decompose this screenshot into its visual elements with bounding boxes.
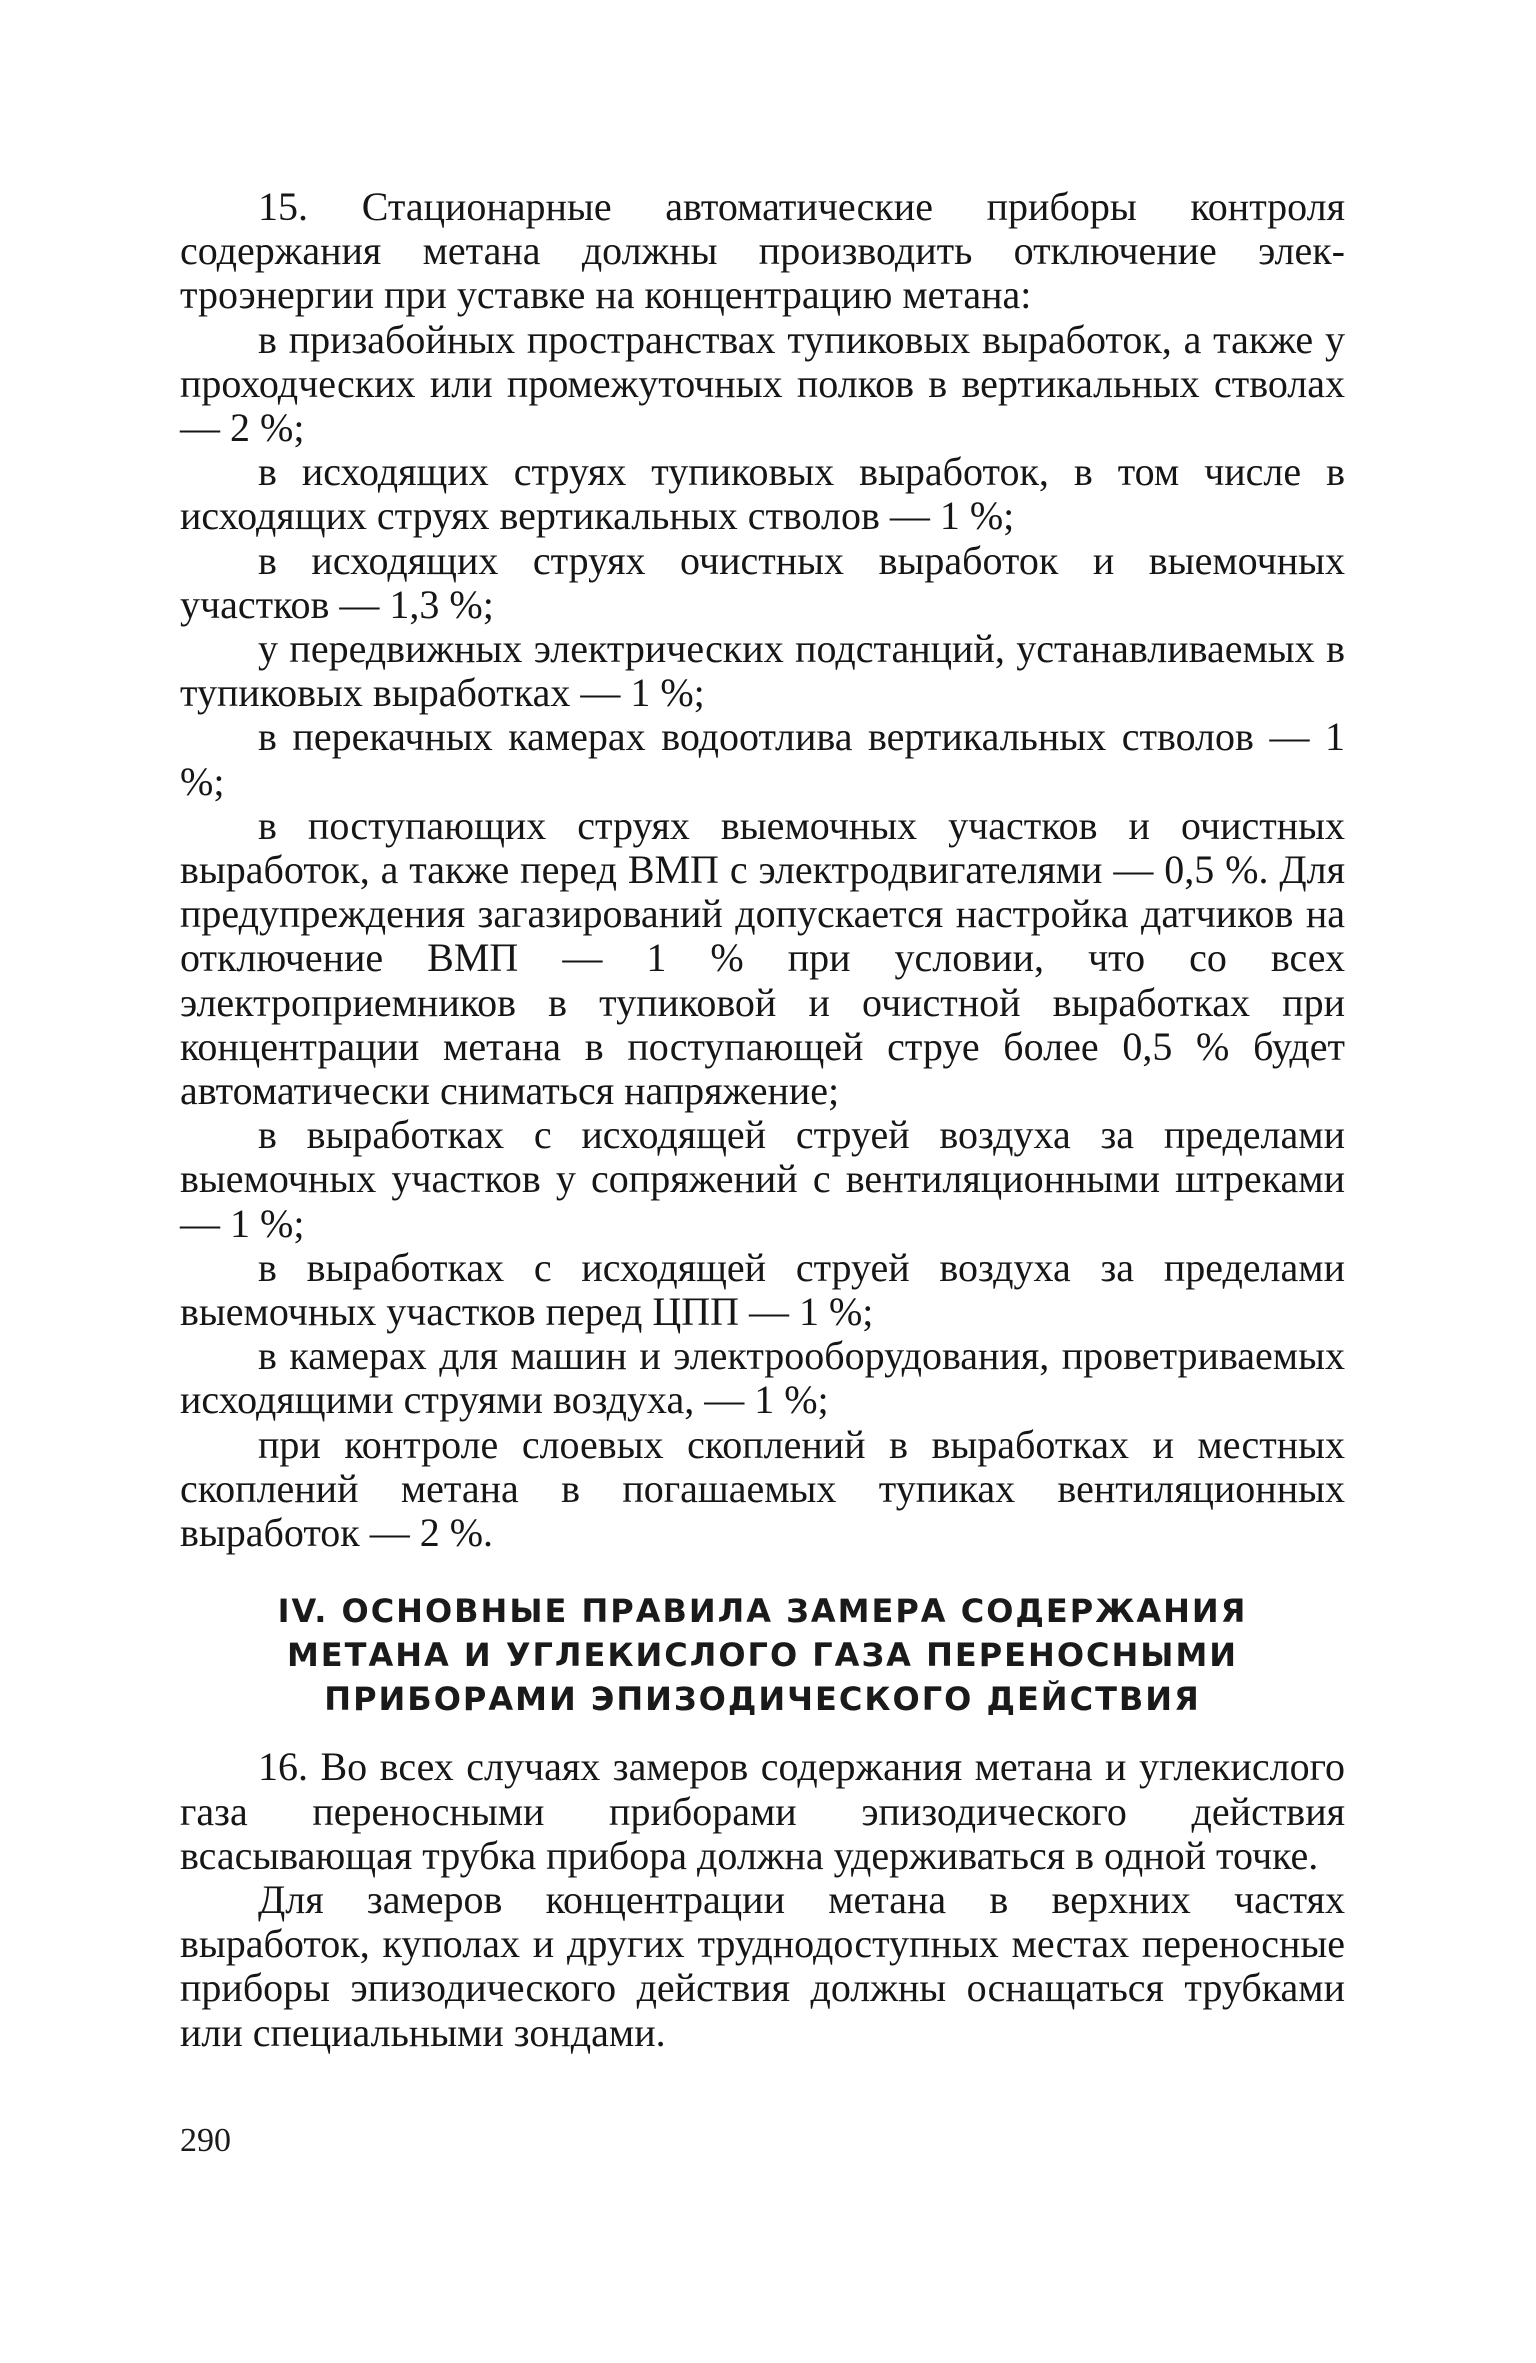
list-item-dead-end-outgoing: в исходящих струях тупиковых выработок, в том числе в исходящих струях вертикальных стволов — 1 %;	[180, 449, 1345, 539]
list-item-pump-chambers: в перекачных камерах водоотлива вертикальных стволов — 1 %;	[180, 714, 1345, 804]
paragraph-15-intro: 15. Стационарные автоматические приборы контроля содержания метана должны производить отключение электроэнергии при уставке на концентрацию метана:	[180, 184, 1345, 318]
list-item-cpp: в выработках с исходящей струей воздуха за пределами выемочных участков перед ЦПП — 1 %;	[180, 1244, 1345, 1335]
paragraph-probes: Для замеров концентрации метана в верхних частях выработок, куполах и других труднодоступных местах переносные приборы эпизодического действия должны оснащаться трубками или специальными зондами.	[180, 1876, 1345, 2055]
section-heading-line: ПРИБОРАМИ ЭПИЗОДИЧЕСКОГО ДЕЙСТВИЯ	[324, 1680, 1201, 1719]
list-item-machine-chambers: в камерах для машин и электрооборудования, проветриваемых исходящими струями воздуха, — 1 %;	[180, 1333, 1345, 1423]
list-item-stope-outgoing: в исходящих струях очистных выработок и выемочных участков — 1,3 %;	[180, 537, 1345, 627]
list-item-face-areas: в призабойных пространствах тупиковых выработок, а также у проходческих или промежуточных полков в вертикальных стволах — 2 %;	[180, 316, 1345, 451]
list-item-ventilation-drifts: в выработках с исходящей струей воздуха за пределами выемочных участков у сопряжений с вентиляционными штреками — 1 %;	[180, 1112, 1345, 1246]
page-body	[180, 185, 1345, 2055]
list-item-substations: у передвижных электрических подстанций, устанавливаемых в тупиковых выработках — 1 %;	[180, 626, 1345, 716]
section-heading-line: МЕТАНА И УГЛЕКИСЛОГО ГАЗА ПЕРЕНОСНЫМИ	[286, 1636, 1239, 1675]
section-heading-line: IV. ОСНОВНЫЕ ПРАВИЛА ЗАМЕРА СОДЕРЖАНИЯ	[277, 1592, 1248, 1631]
page-number: 290	[180, 2122, 231, 2159]
list-item-layer-accumulations: при контроле слоевых скоплений в выработках и местных скоплений метана в погашаемых тупиках вентиляционных выработок — 2 %.	[180, 1421, 1345, 1556]
paragraph-16: 16. Во всех случаях замеров содержания метана и углекислого газа переносными приборами эпизодического действия всасывающая трубка прибора должна удерживаться в одной точке.	[180, 1744, 1345, 1878]
list-item-incoming-streams: в поступающих струях выемочных участков и очистных выработок, а также перед ВМП с электродвигателями — 0,5 %. Для предупреждения загазирований допускается настройка датчиков на отключение ВМП — 1 % при условии, что со всех электроприемников в тупиковой и очистной выработках при концентрации метана в поступающей струе более 0,5 % будет автоматически сниматься напряжение;	[180, 802, 1345, 1114]
section-heading	[180, 1589, 1345, 1721]
